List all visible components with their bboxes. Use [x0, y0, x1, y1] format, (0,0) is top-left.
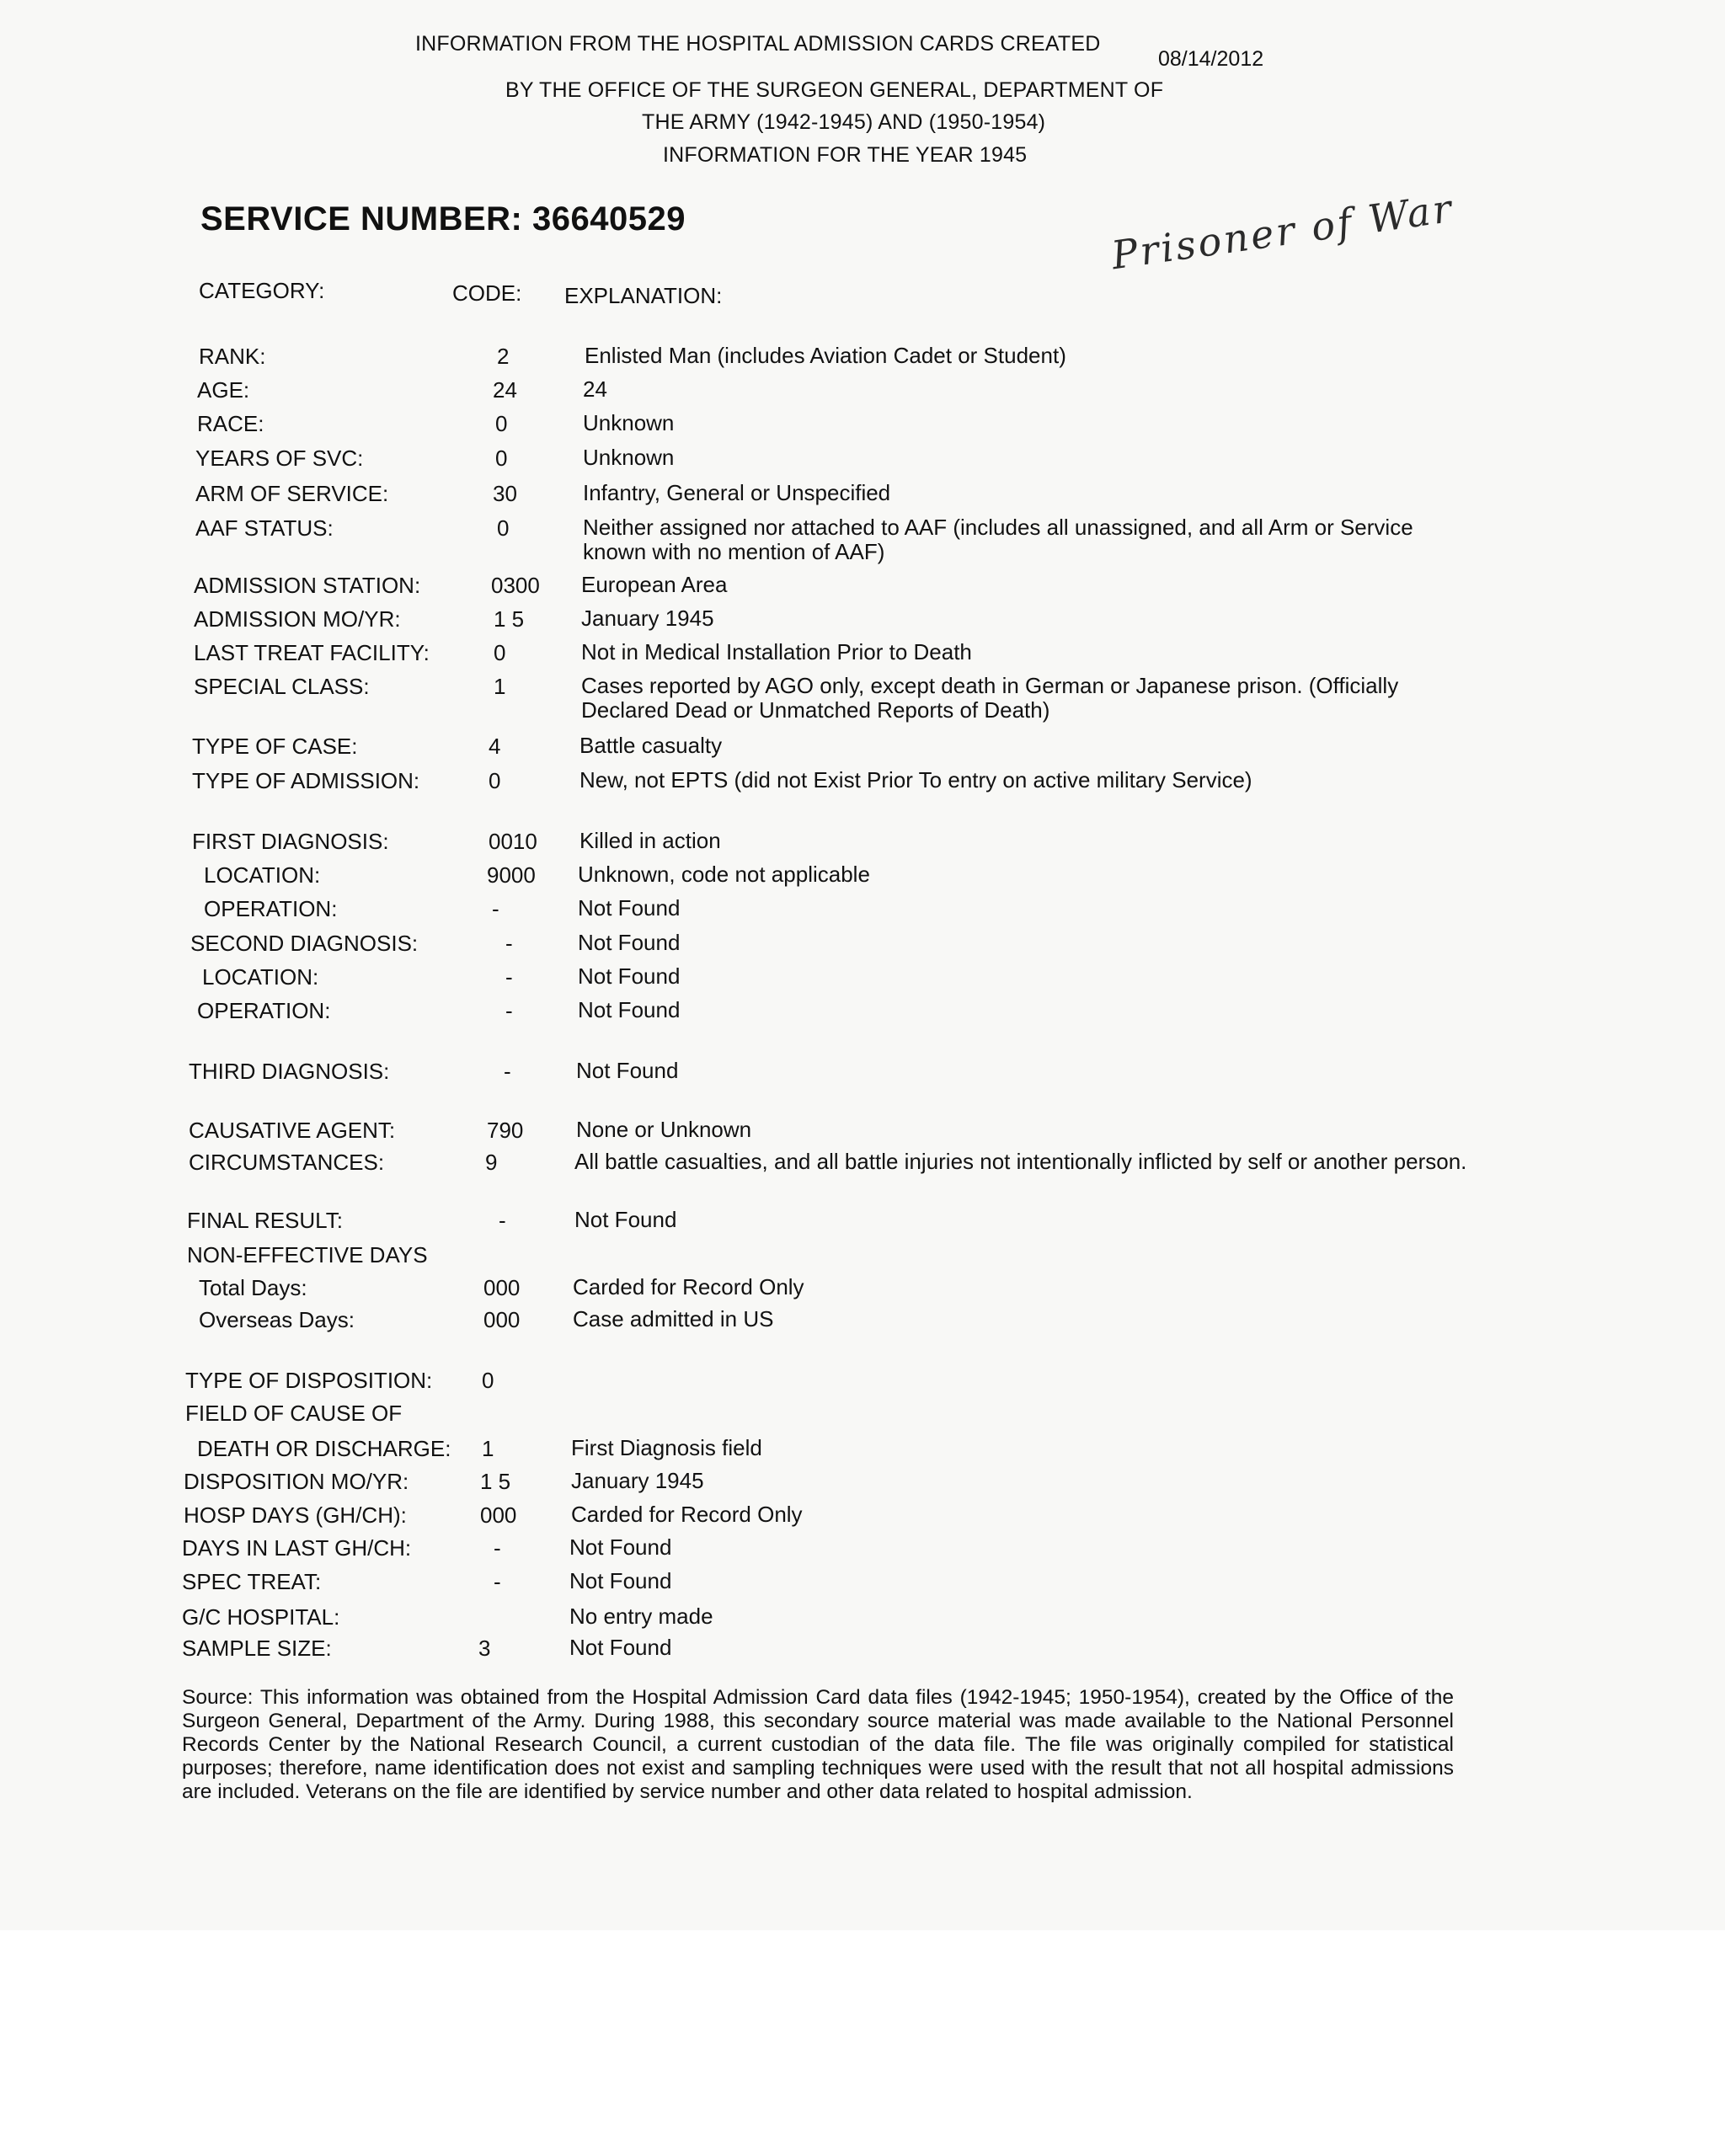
row-code: 2	[497, 344, 510, 369]
header-line-4: INFORMATION FOR THE YEAR 1945	[663, 143, 1028, 167]
row-category: DISPOSITION MO/YR:	[184, 1469, 409, 1494]
row-explanation: Not Found	[576, 1058, 679, 1083]
row-code: 0	[497, 515, 510, 541]
row-explanation: Not Found	[578, 963, 681, 989]
row-category: LOCATION:	[204, 862, 321, 888]
row-category: FINAL RESULT:	[187, 1208, 343, 1233]
row-code: 4	[489, 734, 501, 759]
row-code: 0	[489, 768, 501, 793]
row-explanation: European Area	[581, 572, 728, 597]
row-category: TYPE OF CASE:	[192, 734, 358, 759]
row-code: 000	[483, 1307, 521, 1332]
row-code: -	[492, 896, 499, 921]
row-category: LOCATION:	[202, 964, 319, 990]
row-category: RACE:	[197, 411, 264, 436]
service-number	[200, 200, 686, 238]
row-category: LAST TREAT FACILITY:	[194, 640, 430, 665]
row-code: -	[499, 1208, 506, 1233]
row-explanation: Not Found	[569, 1534, 672, 1560]
row-category: Overseas Days:	[199, 1307, 355, 1332]
row-explanation: Unknown	[583, 445, 675, 470]
row-code: 9000	[487, 862, 536, 888]
row-category: HOSP DAYS (GH/CH):	[184, 1502, 407, 1528]
header-line-3: THE ARMY (1942-1945) AND (1950-1954)	[642, 110, 1046, 134]
source-note: Source: This information was obtained from the Hospital Admission Card data files (1942-1945; 1950-1954), created by the Office of the Surgeon General, Department of the Army. During 1988, this secondary source material was made available to the National Personnel Records Center by the National Research Council, a current custodian of the data file. The file was originally compiled for statistical purposes; therefore, name identification does not exist and sampling techniques were used with the result that not all hospital admissions are included. Veterans on the file are identified by service number and other data related to hospital admission.	[182, 1686, 1454, 1803]
row-explanation: None or Unknown	[576, 1117, 752, 1142]
row-explanation: New, not EPTS (did not Exist Prior To entry on active military Service)	[579, 767, 1252, 792]
row-code: -	[494, 1535, 501, 1561]
row-category: SECOND DIAGNOSIS:	[190, 931, 419, 956]
row-explanation: Infantry, General or Unspecified	[583, 480, 891, 505]
row-category: CAUSATIVE AGENT:	[189, 1118, 396, 1143]
row-code: 1 5	[494, 606, 525, 632]
row-code: 3	[478, 1636, 491, 1661]
row-code: 0	[482, 1368, 494, 1393]
row-category: NON-EFFECTIVE DAYS	[187, 1242, 428, 1267]
row-code: -	[494, 1569, 501, 1594]
row-category: AAF STATUS:	[195, 515, 334, 541]
row-code: 0	[495, 446, 508, 471]
row-category: TYPE OF DISPOSITION:	[185, 1368, 433, 1393]
row-category: DAYS IN LAST GH/CH:	[182, 1535, 412, 1561]
row-category: SPEC TREAT:	[182, 1569, 322, 1594]
row-explanation: 24	[583, 376, 607, 402]
row-category: ADMISSION MO/YR:	[194, 606, 401, 632]
row-code: -	[505, 998, 513, 1023]
header-date: 08/14/2012	[1158, 47, 1264, 71]
row-category: OPERATION:	[204, 896, 338, 921]
row-explanation: Enlisted Man (includes Aviation Cadet or Student)	[585, 343, 1066, 368]
row-category: FIRST DIAGNOSIS:	[192, 829, 389, 854]
row-explanation: Case admitted in US	[573, 1306, 774, 1331]
row-code: 0300	[491, 573, 540, 598]
row-category: ARM OF SERVICE:	[195, 481, 389, 506]
row-category: CIRCUMSTANCES:	[189, 1150, 385, 1175]
row-category: RANK:	[199, 344, 266, 369]
row-explanation: Carded for Record Only	[573, 1274, 804, 1299]
row-explanation: Killed in action	[579, 828, 721, 853]
row-code: 30	[493, 481, 517, 506]
row-category: SPECIAL CLASS:	[194, 674, 370, 699]
row-explanation: First Diagnosis field	[571, 1435, 762, 1460]
row-category: THIRD DIAGNOSIS:	[189, 1059, 390, 1084]
row-explanation: Not Found	[578, 930, 681, 955]
row-code: -	[504, 1059, 511, 1084]
service-number-label: SERVICE NUMBER:	[200, 200, 523, 237]
row-category: YEARS OF SVC:	[195, 446, 364, 471]
row-category: SAMPLE SIZE:	[182, 1636, 332, 1661]
row-explanation: Cases reported by AGO only, except death in German or Japanese prison. (Officially Declared Dead or Unmatched Reports of Death)	[581, 673, 1399, 723]
row-code: 790	[487, 1118, 524, 1143]
row-category: Total Days:	[199, 1275, 307, 1300]
row-explanation: All battle casualties, and all battle injuries not intentionally inflicted by self or another person.	[574, 1149, 1467, 1174]
row-explanation: January 1945	[571, 1468, 704, 1493]
row-explanation: Not Found	[569, 1568, 672, 1593]
handwritten-note: Prisoner of War	[1108, 184, 1457, 279]
row-explanation: Unknown	[583, 410, 675, 435]
column-header-explanation: EXPLANATION:	[564, 283, 723, 308]
row-code: 1	[494, 674, 506, 699]
row-category: OPERATION:	[197, 998, 331, 1023]
row-category: TYPE OF ADMISSION:	[192, 768, 420, 793]
header-line-2: BY THE OFFICE OF THE SURGEON GENERAL, DEPARTMENT OF	[505, 78, 1164, 102]
row-code: 1 5	[480, 1469, 511, 1494]
row-explanation: Not Found	[578, 895, 681, 921]
row-explanation: Not Found	[578, 997, 681, 1022]
row-code: 1	[482, 1436, 494, 1461]
row-code: 24	[493, 377, 517, 403]
row-explanation: Carded for Record Only	[571, 1502, 803, 1527]
row-code: -	[505, 931, 513, 956]
row-explanation: Not Found	[569, 1635, 672, 1660]
column-header-category: CATEGORY:	[199, 278, 325, 303]
header-line-1: INFORMATION FROM THE HOSPITAL ADMISSION CARDS CREATED	[415, 32, 1101, 56]
service-number-value: 36640529	[532, 200, 686, 237]
row-explanation: Not Found	[574, 1207, 677, 1232]
row-explanation: Unknown, code not applicable	[578, 862, 870, 887]
row-category: ADMISSION STATION:	[194, 573, 421, 598]
row-code: 0010	[489, 829, 537, 854]
row-code: 9	[485, 1150, 498, 1175]
row-code: 000	[483, 1275, 521, 1300]
row-explanation: January 1945	[581, 606, 714, 631]
row-category: DEATH OR DISCHARGE:	[197, 1436, 451, 1461]
row-code: 0	[495, 411, 508, 436]
row-code: -	[505, 964, 513, 990]
row-explanation: Battle casualty	[579, 733, 723, 758]
row-code: 0	[494, 640, 506, 665]
row-category: G/C HOSPITAL:	[182, 1604, 340, 1630]
row-explanation: No entry made	[569, 1604, 713, 1629]
column-header-code: CODE:	[452, 280, 522, 306]
row-explanation: Neither assigned nor attached to AAF (includes all unassigned, and all Arm or Service known with no mention of AAF)	[583, 515, 1413, 564]
row-category: FIELD OF CAUSE OF	[185, 1401, 403, 1426]
row-explanation: Not in Medical Installation Prior to Death	[581, 639, 972, 664]
row-category: AGE:	[197, 377, 250, 403]
row-code: 000	[480, 1502, 517, 1528]
